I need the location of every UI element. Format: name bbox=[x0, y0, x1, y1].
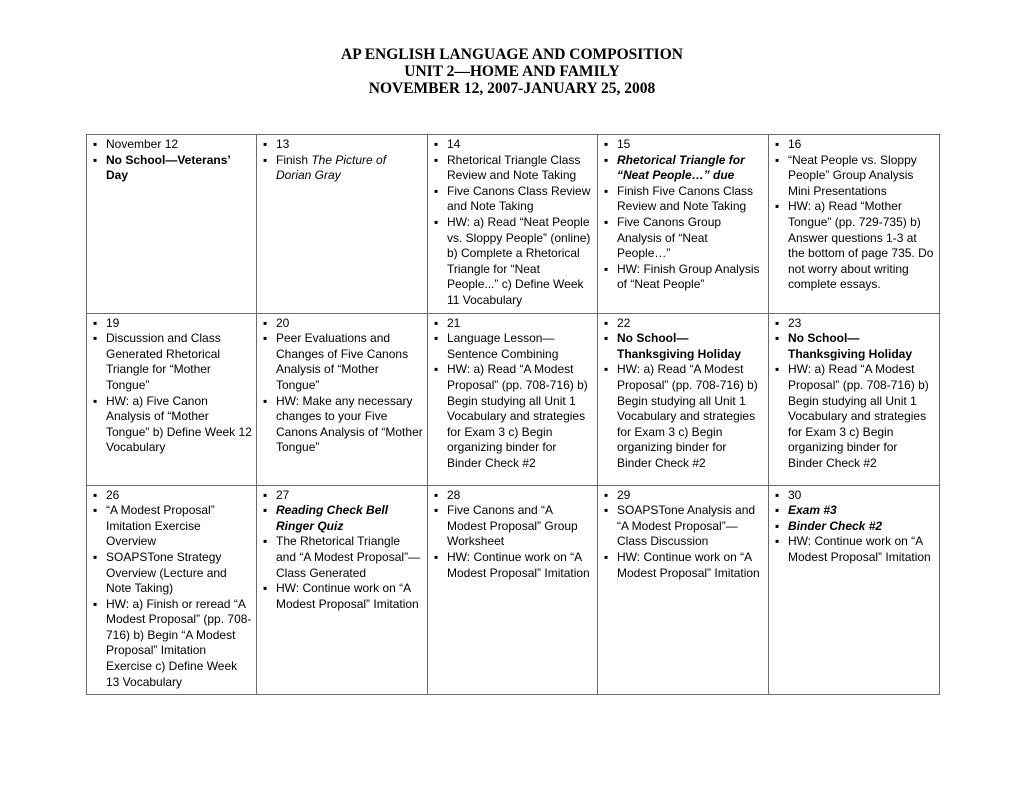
item-text: SOAPSTone Analysis and “A Modest Proposal”—Class Discussion bbox=[617, 503, 756, 549]
day-number bbox=[261, 137, 423, 153]
day-item-list bbox=[432, 316, 593, 472]
day-item bbox=[773, 503, 935, 519]
day-item bbox=[602, 331, 764, 362]
day-item-list bbox=[261, 137, 423, 184]
item-text: 14 bbox=[447, 137, 461, 151]
day-item bbox=[261, 503, 423, 534]
day-item bbox=[91, 394, 252, 456]
day-item bbox=[432, 153, 593, 184]
day-item bbox=[91, 597, 252, 691]
item-text: 27 bbox=[276, 487, 290, 502]
item-text: Rhetorical Triangle for “Neat People…” due bbox=[617, 152, 745, 183]
day-number bbox=[602, 316, 764, 332]
item-text: 16 bbox=[788, 137, 802, 151]
date-range: NOVEMBER 12, 2007-JANUARY 25, 2008 bbox=[368, 80, 656, 97]
item-text: HW: Continue work on “A Modest Proposal” Imitation bbox=[617, 549, 760, 580]
day-item bbox=[432, 215, 593, 309]
day-item bbox=[261, 153, 423, 184]
day-item bbox=[773, 199, 935, 293]
item-text: HW: Continue work on “A Modest Proposal” Imitation bbox=[276, 581, 419, 611]
day-item bbox=[602, 362, 764, 471]
day-number bbox=[432, 488, 593, 504]
item-text: 29 bbox=[617, 487, 631, 502]
day-item-list bbox=[432, 137, 593, 309]
day-number bbox=[602, 488, 764, 504]
day-item-list bbox=[261, 488, 423, 613]
day-item bbox=[602, 215, 764, 262]
item-text: HW: Make any necessary changes to your Five Canons Analysis of “Mother Tongue” bbox=[276, 393, 423, 455]
day-item-list bbox=[773, 137, 935, 293]
day-number bbox=[773, 488, 935, 504]
item-text: 20 bbox=[276, 315, 290, 330]
day-item-list bbox=[91, 488, 252, 691]
day-item bbox=[602, 153, 764, 184]
item-text: Finish Five Canons Class Review and Note Taking bbox=[617, 183, 754, 214]
item-text: No School—Veterans’ Day bbox=[106, 152, 231, 183]
day-item-list bbox=[773, 316, 935, 472]
day-item bbox=[602, 503, 764, 550]
day-item-list bbox=[432, 488, 593, 582]
item-text: The Picture of Dorian Gray bbox=[276, 152, 387, 183]
calendar-day-cell bbox=[428, 135, 598, 314]
day-item bbox=[91, 503, 252, 550]
item-text: Five Canons Class Review and Note Taking bbox=[447, 183, 591, 214]
item-text: No School—Thanksgiving Holiday bbox=[617, 331, 742, 361]
item-text: 19 bbox=[106, 315, 120, 330]
item-text: Exam #3 bbox=[788, 503, 837, 518]
day-number bbox=[432, 137, 593, 153]
calendar-week-row bbox=[87, 135, 940, 314]
calendar-day-cell bbox=[257, 313, 428, 485]
day-item bbox=[773, 362, 935, 471]
day-item bbox=[261, 581, 423, 612]
item-text: “A Modest Proposal” Imitation Exercise Overview bbox=[106, 503, 215, 549]
item-text: HW: a) Read “Neat People vs. Sloppy People” (online) b) Complete a Rhetorical Triangle for “Neat People...” c) Define Week 11 Vocabulary bbox=[447, 214, 591, 307]
day-number bbox=[91, 137, 252, 153]
calendar-day-cell bbox=[598, 485, 769, 695]
item-text: Finish bbox=[276, 152, 312, 167]
calendar-day-cell bbox=[257, 485, 428, 695]
calendar-week-row bbox=[87, 485, 940, 695]
day-item bbox=[432, 331, 593, 362]
item-text: November 12 bbox=[106, 137, 179, 151]
day-item bbox=[773, 331, 935, 362]
item-text: Peer Evaluations and Changes of Five Canons Analysis of “Mother Tongue” bbox=[276, 331, 409, 392]
day-item bbox=[261, 331, 423, 393]
item-text: 26 bbox=[106, 487, 120, 502]
day-item bbox=[432, 550, 593, 581]
item-text: 23 bbox=[788, 315, 802, 330]
calendar-day-cell bbox=[769, 135, 940, 314]
calendar-day-cell bbox=[87, 135, 257, 314]
item-text: HW: a) Five Canon Analysis of “Mother Tongue” b) Define Week 12 Vocabulary bbox=[106, 393, 252, 455]
day-item bbox=[773, 534, 935, 565]
calendar-day-cell bbox=[769, 313, 940, 485]
day-item-list bbox=[602, 488, 764, 582]
item-text: 30 bbox=[788, 487, 802, 502]
item-text: Reading Check Bell Ringer Quiz bbox=[276, 503, 389, 533]
item-text: SOAPSTone Strategy Overview (Lecture and Note Taking) bbox=[106, 549, 227, 596]
day-item bbox=[432, 362, 593, 471]
calendar-day-cell bbox=[428, 313, 598, 485]
day-item-list bbox=[602, 316, 764, 472]
day-item bbox=[261, 534, 423, 581]
day-number bbox=[91, 316, 252, 332]
document-header bbox=[0, 46, 1024, 97]
item-text: 28 bbox=[447, 487, 461, 502]
day-item-list bbox=[91, 137, 252, 184]
day-number bbox=[773, 316, 935, 332]
day-item bbox=[432, 503, 593, 550]
item-text: Rhetorical Triangle Class Review and Note Taking bbox=[447, 152, 581, 183]
item-text: Discussion and Class Generated Rhetorical Triangle for “Mother Tongue” bbox=[106, 331, 221, 392]
calendar-day-cell bbox=[257, 135, 428, 314]
item-text: Five Canons and “A Modest Proposal” Group Worksheet bbox=[447, 503, 578, 549]
item-text: The Rhetorical Triangle and “A Modest Proposal”—Class Generated bbox=[276, 534, 421, 580]
calendar-day-cell bbox=[87, 485, 257, 695]
item-text: 21 bbox=[447, 315, 461, 330]
day-number bbox=[91, 488, 252, 504]
day-item-list bbox=[91, 316, 252, 456]
day-number bbox=[773, 137, 935, 153]
item-text: HW: Continue work on “A Modest Proposal” Imitation bbox=[788, 534, 931, 564]
course-title: AP ENGLISH LANGUAGE AND COMPOSITION bbox=[341, 46, 683, 63]
day-number bbox=[261, 488, 423, 504]
item-text: HW: a) Read “A Modest Proposal” (pp. 708-716) b) Begin studying all Unit 1 Vocabulary and strategies for Exam 3 c) Begin organizing binder for Binder Check #2 bbox=[447, 362, 588, 470]
item-text: “Neat People vs. Sloppy People” Group Analysis Mini Presentations bbox=[788, 152, 917, 198]
calendar-week-row bbox=[87, 313, 940, 485]
day-item bbox=[91, 153, 252, 184]
day-number bbox=[261, 316, 423, 332]
day-item-list bbox=[602, 137, 764, 293]
calendar-day-cell bbox=[598, 135, 769, 314]
day-number bbox=[432, 316, 593, 332]
calendar-day-cell bbox=[428, 485, 598, 695]
item-text: HW: a) Read “A Modest Proposal” (pp. 708-716) b) Begin studying all Unit 1 Vocabulary and strategies for Exam 3 c) Begin organizing binder for Binder Check #2 bbox=[788, 362, 929, 470]
unit-title: UNIT 2—HOME AND FAMILY bbox=[404, 63, 620, 80]
day-item bbox=[91, 550, 252, 597]
item-text: 22 bbox=[617, 315, 631, 330]
item-text: HW: Finish Group Analysis of “Neat People” bbox=[617, 261, 760, 292]
item-text: Binder Check #2 bbox=[788, 518, 883, 533]
item-text: No School—Thanksgiving Holiday bbox=[788, 331, 913, 361]
item-text: Language Lesson—Sentence Combining bbox=[447, 331, 559, 361]
day-item bbox=[261, 394, 423, 456]
day-item bbox=[602, 262, 764, 293]
calendar-day-cell bbox=[598, 313, 769, 485]
item-text: HW: a) Read “A Modest Proposal” (pp. 708-716) b) Begin studying all Unit 1 Vocabulary and strategies for Exam 3 c) Begin organizing binder for Binder Check #2 bbox=[617, 362, 758, 470]
day-item-list bbox=[773, 488, 935, 566]
day-item bbox=[773, 153, 935, 200]
calendar-day-cell bbox=[769, 485, 940, 695]
item-text: 15 bbox=[617, 137, 631, 151]
item-text: 13 bbox=[276, 137, 290, 151]
day-number bbox=[602, 137, 764, 153]
day-item bbox=[91, 331, 252, 393]
day-item-list bbox=[261, 316, 423, 456]
item-text: Five Canons Group Analysis of “Neat People…” bbox=[617, 214, 722, 261]
calendar-day-cell bbox=[87, 313, 257, 485]
day-item bbox=[773, 519, 935, 535]
day-item bbox=[432, 184, 593, 215]
item-text: HW: a) Finish or reread “A Modest Proposal” (pp. 708-716) b) Begin “A Modest Proposal” Imitation Exercise c) Define Week 13 Vocabulary bbox=[106, 596, 252, 689]
day-item bbox=[602, 550, 764, 581]
item-text: HW: Continue work on “A Modest Proposal” Imitation bbox=[447, 549, 590, 580]
day-item bbox=[602, 184, 764, 215]
item-text: HW: a) Read “Mother Tongue” (pp. 729-735) b) Answer questions 1-3 at the bottom of page 735. Do not worry about writing complete essays. bbox=[788, 199, 934, 292]
calendar-table bbox=[86, 134, 940, 695]
